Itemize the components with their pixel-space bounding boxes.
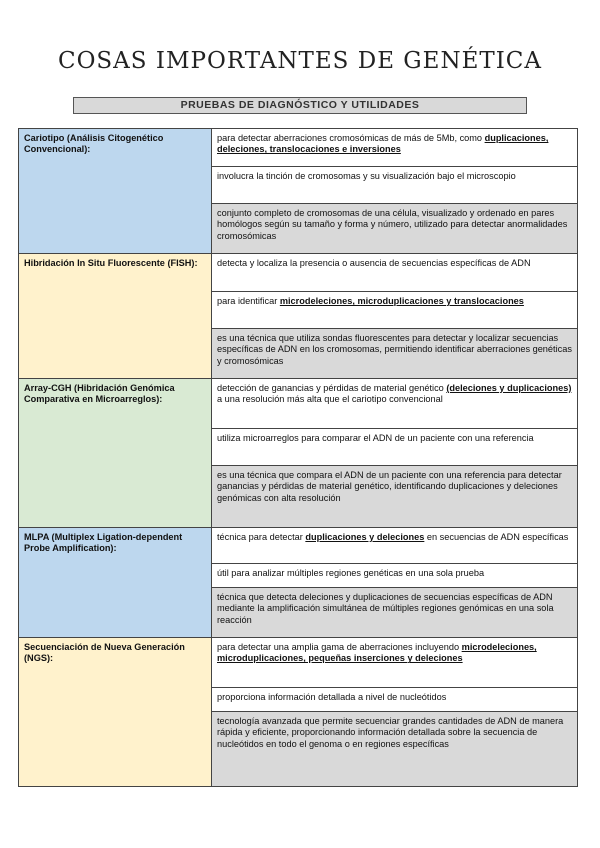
description-cell [212, 204, 578, 254]
description-cell [212, 329, 578, 379]
description-text: para identificar [217, 296, 280, 306]
description-cell [212, 379, 578, 429]
description-cell [212, 638, 578, 688]
test-name-cell [19, 254, 212, 379]
highlighted-text: microdeleciones, microduplicaciones, pequeñas inserciones y deleciones [217, 642, 537, 664]
section-subtitle: PRUEBAS DE DIAGNÓSTICO Y UTILIDADES [73, 97, 527, 114]
table-row [19, 638, 578, 688]
description-cell [212, 129, 578, 167]
description-text: tecnología avanzada que permite secuenciar grandes cantidades de ADN de manera rápida y eficiente, proporcionando información detallada sobre la secuencia de nucleótidos en todo el genoma o en regiones específicas [217, 716, 564, 749]
test-name-cell [19, 129, 212, 254]
test-name: Cariotipo (Análisis Citogenético Convencional): [24, 133, 164, 155]
description-text: en secuencias de ADN específicas [424, 532, 569, 542]
description-text: conjunto completo de cromosomas de una célula, visualizado y ordenado en pares homólogos según su tamaño y forma y número, utilizado para detectar anormalidades cromosómicas [217, 208, 568, 241]
description-text: útil para analizar múltiples regiones genéticas en una sola prueba [217, 568, 485, 578]
table-row [19, 254, 578, 292]
description-text: detección de ganancias y pérdidas de material genético [217, 383, 447, 393]
description-cell [212, 528, 578, 564]
description-text: a una resolución más alta que el cariotipo convencional [217, 394, 443, 405]
description-cell [212, 712, 578, 787]
description-text: proporciona información detallada a nivel de nucleótidos [217, 692, 447, 702]
test-name: MLPA (Multiplex Ligation-dependent Probe Amplification): [24, 532, 183, 554]
description-cell [212, 167, 578, 204]
highlighted-text: duplicaciones, deleciones, translocaciones e inversiones [217, 133, 549, 155]
description-cell [212, 588, 578, 638]
description-text: técnica para detectar [217, 532, 306, 542]
description-cell [212, 564, 578, 588]
description-text: para detectar una amplia gama de aberraciones incluyendo [217, 642, 462, 652]
test-name-cell [19, 528, 212, 638]
description-cell [212, 429, 578, 466]
test-name: Secuenciación de Nueva Generación (NGS): [24, 642, 185, 664]
highlighted-text: (deleciones y duplicaciones) [446, 383, 572, 393]
highlighted-text: duplicaciones y deleciones [305, 532, 425, 542]
table-row [19, 528, 578, 564]
test-name-cell [19, 638, 212, 787]
test-name-cell [19, 379, 212, 528]
description-cell [212, 466, 578, 528]
page-title: COSAS IMPORTANTES DE GENÉTICA [57, 48, 543, 74]
description-cell [212, 292, 578, 329]
description-text: es una técnica que utiliza sondas fluorescentes para detectar y localizar secuencias específicas de ADN en los cromosomas, permitiendo identificar aberraciones genéticas y cromosómicas [217, 333, 572, 366]
highlighted-text: microdeleciones, microduplicaciones y translocaciones [279, 296, 524, 306]
diagnostic-tests-table [18, 128, 578, 787]
description-text: detecta y localiza la presencia o ausencia de secuencias específicas de ADN [217, 258, 531, 268]
test-name: Hibridación In Situ Fluorescente (FISH): [24, 258, 198, 268]
table-row [19, 129, 578, 167]
description-text: para detectar aberraciones cromosómicas de más de 5Mb, como [217, 133, 485, 143]
table-row [19, 379, 578, 429]
description-text: involucra la tinción de cromosomas y su visualización bajo el microscopio [217, 171, 516, 181]
test-name: Array-CGH (Hibridación Genómica Comparativa en Microarreglos): [24, 383, 175, 405]
description-text: utiliza microarreglos para comparar el ADN de un paciente con una referencia [217, 433, 534, 443]
description-cell [212, 254, 578, 292]
description-text: es una técnica que compara el ADN de un paciente con una referencia para detectar ganancias y pérdidas de material genético, identificando duplicaciones y deleciones genómicas con alta resolución [217, 470, 562, 503]
description-text: técnica que detecta deleciones y duplicaciones de secuencias específicas de ADN mediante la amplificación simultánea de múltiples regiones genómicas en una sola reacción [217, 592, 554, 625]
description-cell [212, 688, 578, 712]
